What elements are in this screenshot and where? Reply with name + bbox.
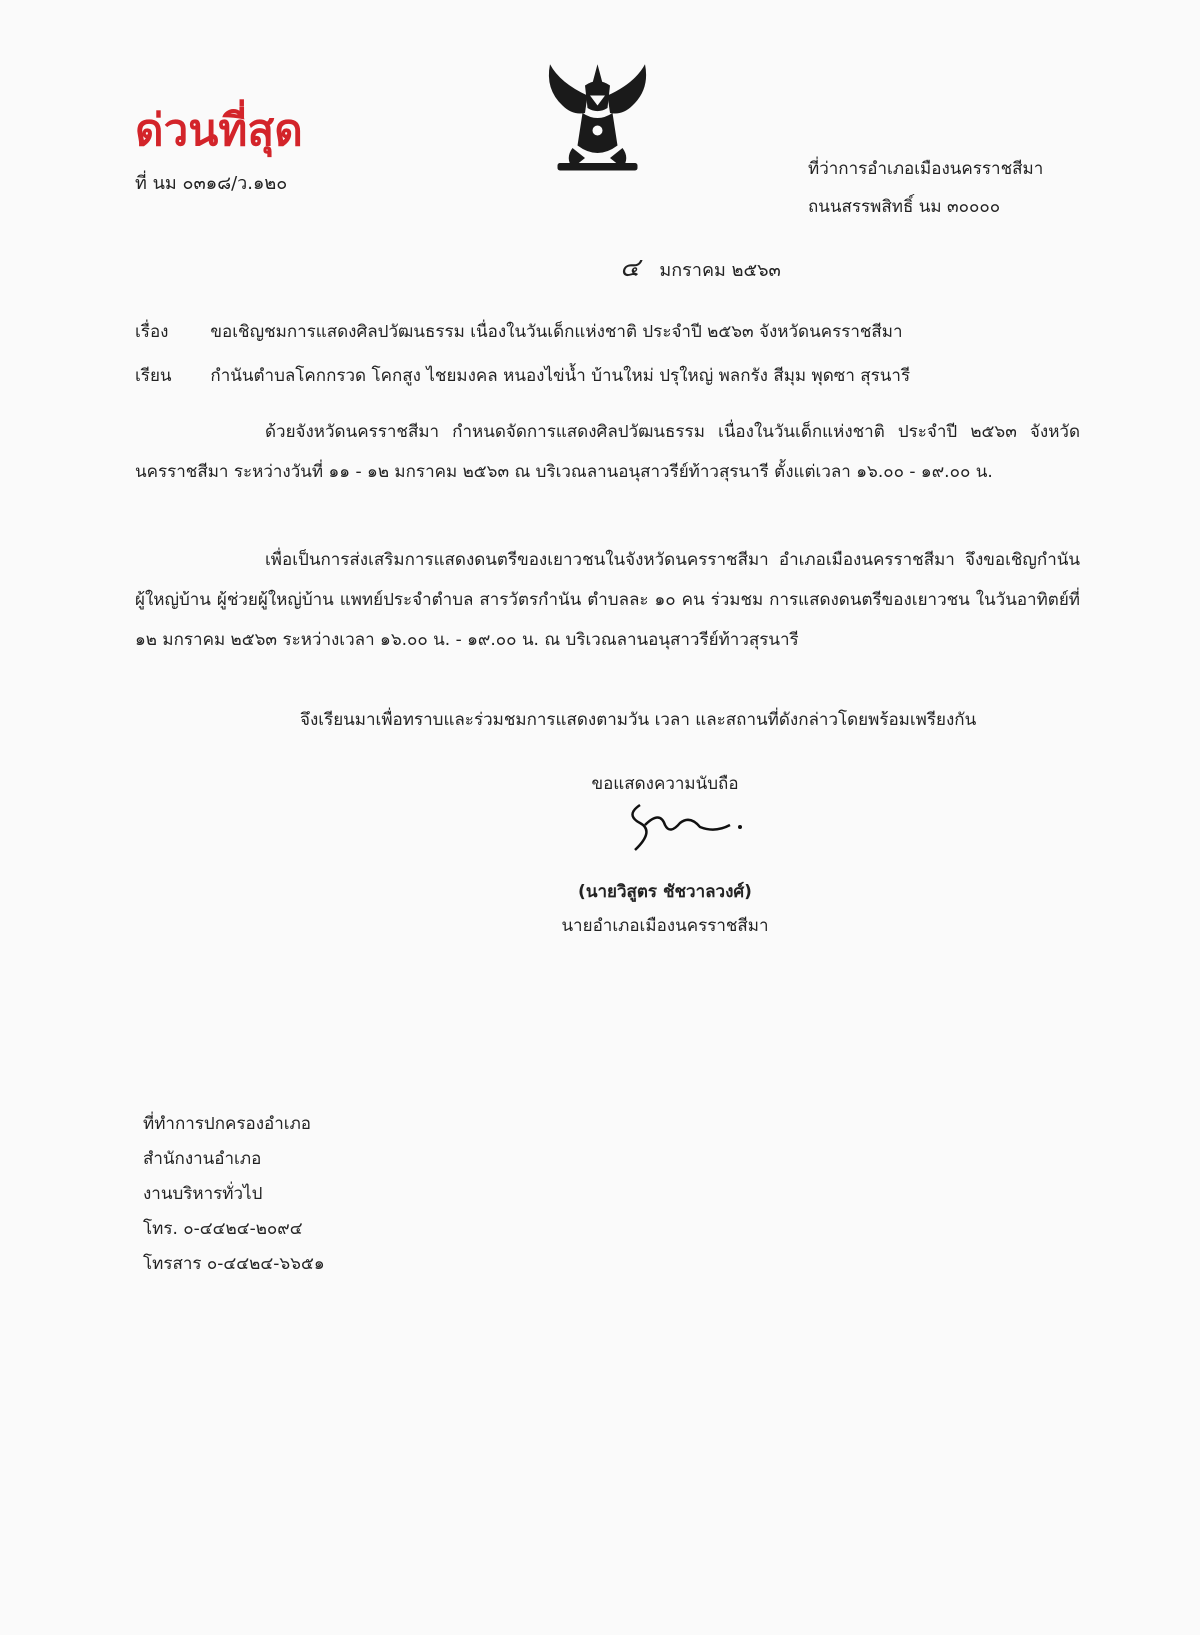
office-street: ถนนสรรพสิทธิ์ นม ๓๐๐๐๐ (808, 197, 1001, 217)
body-paragraph-1: ด้วยจังหวัดนครราชสีมา กำหนดจัดการแสดงศิลปวัฒนธรรม เนื่องในวันเด็กแห่งชาติ ประจำปี ๒๕๖๓ จังหวัดนครราชสีมา ระหว่างวันที่ ๑๑ - ๑๒ มกราคม ๒๕๖๓ ณ บริเวณลานอนุสาวรีย์ท้าวสุรนารี ตั้งแต่เวลา ๑๖.๐๐ - ๑๙.๐๐ น. (135, 422, 1080, 482)
footer-department: ที่ทำการปกครองอำเภอ (143, 1114, 312, 1134)
recipient-text: กำนันตำบลโคกกรวด โคกสูง ไชยมงคล หนองไข่น้ำ บ้านใหม่ ปรุใหญ่ พลกรัง สีมุม พุดซา สุรนารี (210, 366, 911, 386)
footer-section: งานบริหารทั่วไป (143, 1184, 263, 1204)
footer-phone: โทร. ๐-๔๔๒๔-๒๐๙๔ (143, 1219, 303, 1239)
closing-salutation: ขอแสดงความนับถือ (591, 774, 739, 794)
date-month-year: มกราคม ๒๕๖๓ (659, 260, 781, 281)
subject-line (135, 318, 903, 345)
urgency-stamp: ด่วนที่สุด (135, 105, 303, 156)
reference-number: ที่ นม ๐๓๑๘/ว.๑๒๐ (135, 173, 288, 194)
document-date (620, 247, 781, 288)
footer-office: สำนักงานอำเภอ (143, 1149, 262, 1169)
office-address: ที่ว่าการอำเภอเมืองนครราชสีมา (808, 159, 1044, 179)
signatory-position: นายอำเภอเมืองนครราชสีมา (561, 916, 769, 936)
recipient-label: เรียน (135, 366, 172, 386)
body-paragraph-2: เพื่อเป็นการส่งเสริมการแสดงดนตรีของเยาวชนในจังหวัดนครราชสีมา อำเภอเมืองนครราชสีมา จึงขอเชิญกำนัน ผู้ใหญ่บ้าน ผู้ช่วยผู้ใหญ่บ้าน แพทย์ประจำตำบล สารวัตรกำนัน ตำบลละ ๑๐ คน ร่วมชม การแสดงดนตรีของเยาวชน ในวันอาทิตย์ที่ ๑๒ มกราคม ๒๕๖๓ ระหว่างเวลา ๑๖.๐๐ น. - ๑๙.๐๐ น. ณ บริเวณลานอนุสาวรีย์ท้าวสุรนารี (135, 550, 1080, 650)
date-day: ๔ (620, 253, 640, 283)
garuda-emblem-icon (535, 58, 660, 183)
recipient-line (135, 362, 910, 389)
handwritten-signature (620, 795, 770, 855)
subject-text: ขอเชิญชมการแสดงศิลปวัฒนธรรม เนื่องในวันเด็กแห่งชาติ ประจำปี ๒๕๖๓ จังหวัดนครราชสีมา (210, 322, 903, 342)
signatory-name: (นายวิสูตร ชัชวาลวงศ์) (578, 882, 752, 902)
body-paragraph-3: จึงเรียนมาเพื่อทราบและร่วมชมการแสดงตามวัน เวลา และสถานที่ดังกล่าวโดยพร้อมเพรียงกัน (300, 710, 977, 730)
subject-label: เรื่อง (135, 322, 169, 342)
footer-fax: โทรสาร ๐-๔๔๒๔-๖๖๕๑ (143, 1254, 325, 1274)
